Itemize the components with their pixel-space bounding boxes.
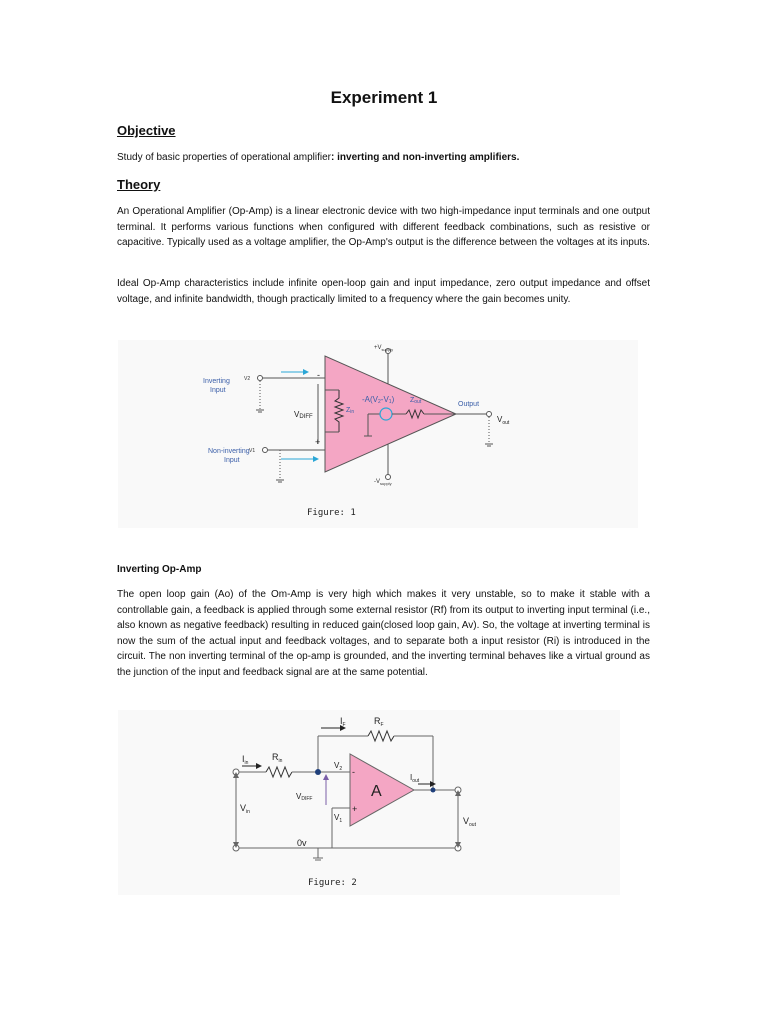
objective-text-plain: Study of basic properties of operational amplifier — [117, 152, 332, 163]
fig2-a-label: A — [371, 783, 382, 800]
fig2-rin-label: $R_{in}$ — [272, 752, 283, 764]
fig1-vout-label: $V_{out}$ — [497, 415, 510, 426]
fig1-inverting-label-1: Inverting — [203, 378, 230, 385]
fig1-vdiff-label: VDIFF — [294, 410, 313, 420]
fig2-opamp-triangle — [350, 754, 414, 826]
figure-1-diagram — [118, 340, 638, 528]
fig2-v1-label: $V_1$ — [334, 813, 343, 824]
objective-heading: Objective — [117, 123, 176, 138]
fig1-vsupply-neg: $-V_{supply}$ — [374, 479, 392, 486]
theory-heading: Theory — [117, 177, 161, 192]
fig1-zin-label: Zin — [346, 407, 355, 415]
fig1-gain-expression: -A(V2-V1) — [362, 395, 395, 405]
fig1-plus-sign: + — [315, 437, 321, 447]
fig2-rin-resistor — [266, 767, 292, 777]
fig1-noninverting-label-1: Non-inverting — [208, 448, 250, 455]
fig1-noninverting-label-2: Input — [224, 457, 240, 464]
fig2-vout-label: $V_{out}$ — [463, 816, 476, 828]
objective-text-bold: : inverting and non-inverting amplifiers. — [331, 152, 520, 163]
inverting-heading: Inverting Op-Amp — [117, 564, 202, 575]
inverting-paragraph: The open loop gain (Ao) of the Om-Amp is very high which makes it very unstable, so to make it stable with a controllable gain, a feedback is applied through some external resistor (Rf) from its output to inverting input terminal (i.e., also known as negative feedback) resulting in reduced gain(closed loop gain, Av). So, the voltage at inverting terminal is now the sum of the actual input and feedback voltages, and to separate both a input resistor (Ri) is introduced in the circuit. The non inverting terminal of the op-amp is grounded, and the inverting terminal behaves like a virtual ground as the junction of the input and feedback signal are at the same potential. — [117, 589, 650, 678]
figure-1-caption: Figure: 1 — [307, 508, 356, 518]
fig1-minus-sign: - — [317, 370, 320, 380]
theory-paragraph-2: Ideal Op-Amp characteristics include infinite open-loop gain and input impedance, zero output impedance and offset voltage, and infinite bandwidth, though practically limited to a frequency where the gain becomes unity. — [117, 278, 650, 305]
objective-text — [117, 150, 650, 166]
fig2-iin-label: $I_{in}$ — [242, 754, 249, 766]
fig2-zero-v-label: 0v — [297, 838, 307, 848]
fig1-v2-label: V2 — [244, 376, 251, 382]
figure-1 — [118, 340, 638, 528]
fig2-v2-label: $V_2$ — [334, 761, 343, 772]
figure-2-caption: Figure: 2 — [308, 878, 357, 888]
fig1-vsupply-pos: $+V_{supply}$ — [374, 345, 394, 352]
fig2-vin-label: $V_{in}$ — [240, 803, 250, 815]
fig1-v1-label: V1 — [249, 448, 256, 454]
figure-2 — [118, 710, 620, 895]
figure-2-diagram — [118, 710, 620, 895]
fig2-plus-sign: + — [352, 804, 358, 814]
fig1-zout-label: Zout — [410, 397, 422, 405]
fig2-junction — [315, 769, 321, 775]
fig2-minus-sign: - — [352, 767, 355, 777]
theory-paragraph-1: An Operational Amplifier (Op-Amp) is a linear electronic device with two high-impedance input terminals and one output terminal. It performs various functions when configured with different feedback combinations, such as resistive or capacitive. Typically used as a voltage amplifier, the Op-Amp's output is the difference between the voltages at its inputs. — [117, 206, 650, 248]
fig2-rf-resistor — [368, 731, 394, 741]
fig2-vdiff-label: VDIFF — [296, 792, 313, 802]
fig1-output-label: Output — [458, 401, 480, 408]
fig2-if-label: $I_F$ — [340, 716, 346, 728]
page-title: Experiment 1 — [330, 88, 438, 107]
fig2-rf-label: $R_F$ — [374, 716, 384, 728]
fig2-iout-label: $I_{out}$ — [410, 773, 420, 784]
fig1-inverting-label-2: Input — [210, 387, 226, 394]
